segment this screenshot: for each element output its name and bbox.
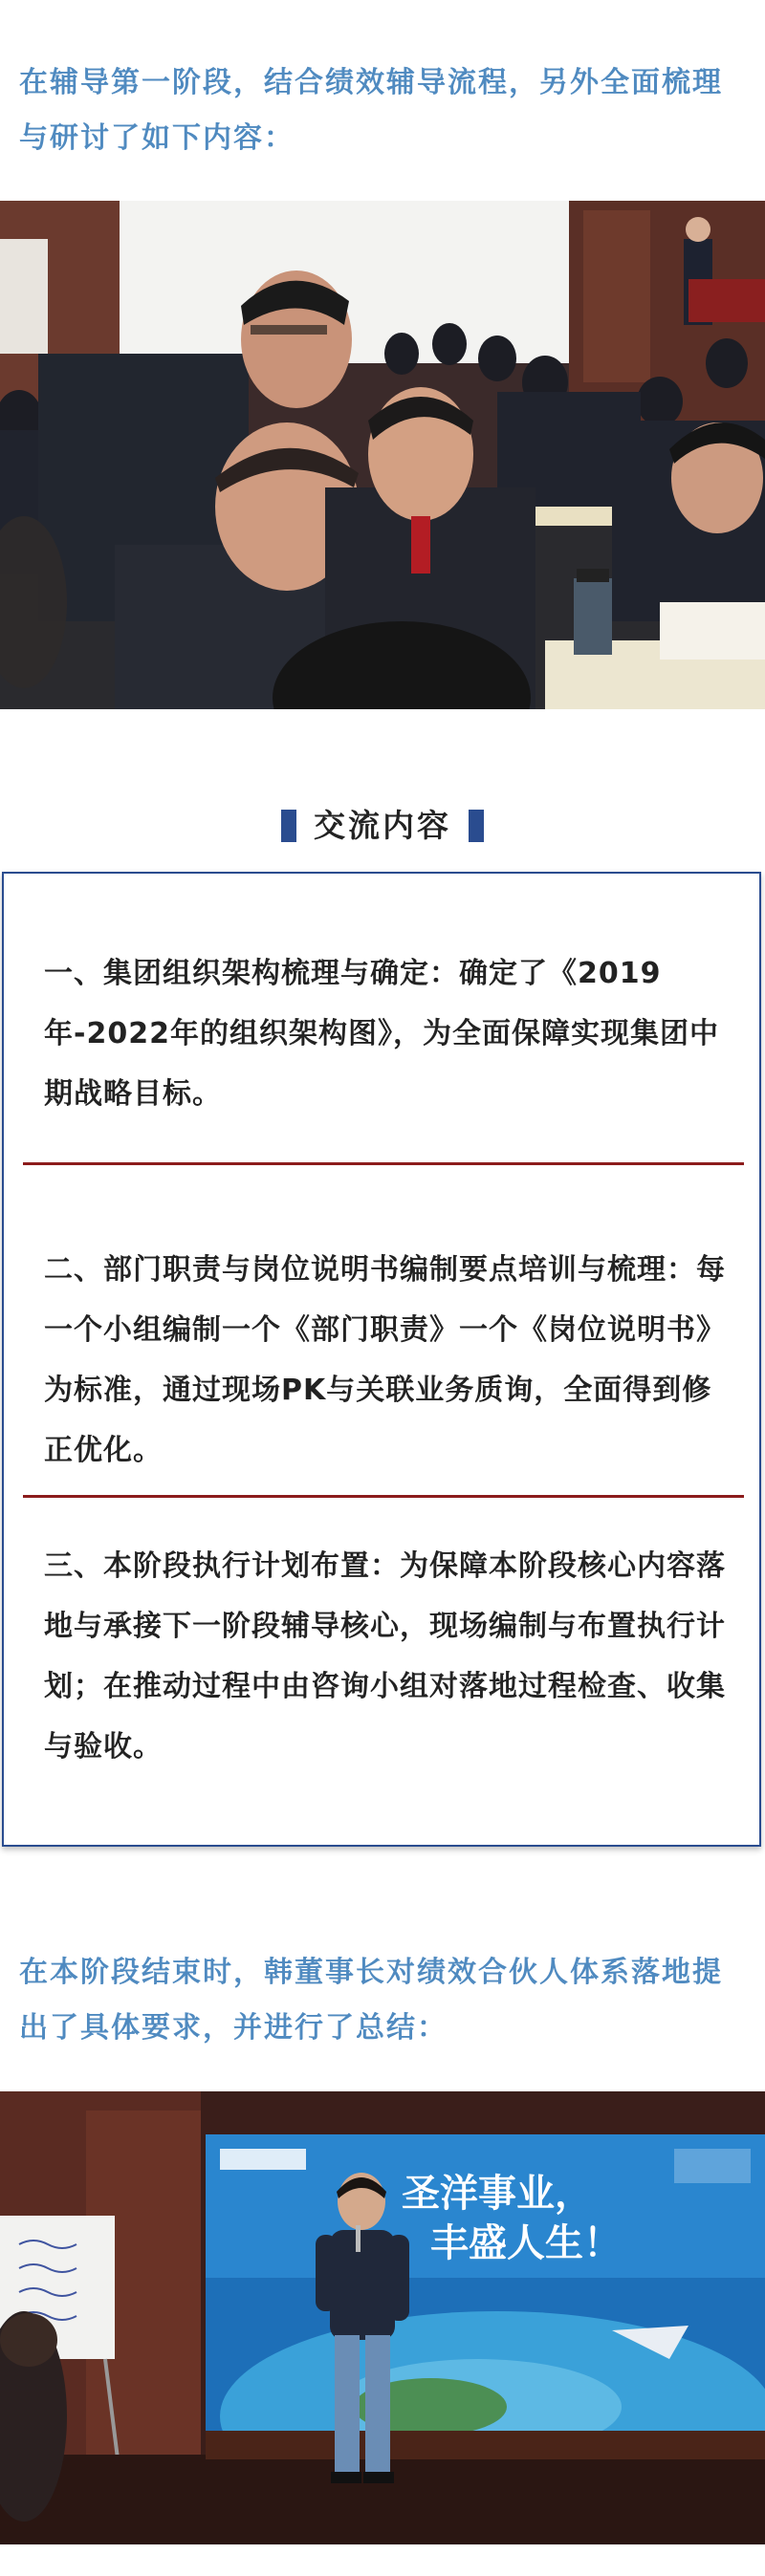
section-title: 交流内容 [314,807,451,844]
closing-paragraph: 在本阶段结束时，韩董事长对绩效合伙人体系落地提出了具体要求，并进行了总结： [19,1956,723,2045]
screen-slogan-line1: 圣洋事业， [402,2172,593,2216]
chairman-speech-photo [0,2091,765,2544]
heading-left-bar [281,810,296,842]
content-item-3: 三、本阶段执行计划布置：为保障本阶段核心内容落地与承接下一阶段辅导核心，现场编制与布置执行计划；在推动过程中由咨询小组对落地过程检查、收集与验收。 [44,1549,726,1764]
section-heading [0,801,765,846]
intro-paragraph: 在辅导第一阶段，结合绩效辅导流程，另外全面梳理与研讨了如下内容： [19,66,723,155]
divider [23,1162,744,1165]
content-box [2,872,761,1847]
content-item-1: 一、集团组织架构梳理与确定：确定了《2019年-2022年的组织架构图》，为全面保障实现集团中期战略目标。 [44,957,719,1111]
heading-right-bar [469,810,484,842]
workshop-discussion-photo [0,201,765,709]
divider [23,1495,744,1498]
screen-slogan-line2: 丰盛人生！ [430,2221,622,2265]
content-item-2: 二、部门职责与岗位说明书编制要点培训与梳理：每一个小组编制一个《部门职责》一个《岗位说明书》为标准，通过现场PK与关联业务质询，全面得到修正优化。 [44,1253,726,1467]
